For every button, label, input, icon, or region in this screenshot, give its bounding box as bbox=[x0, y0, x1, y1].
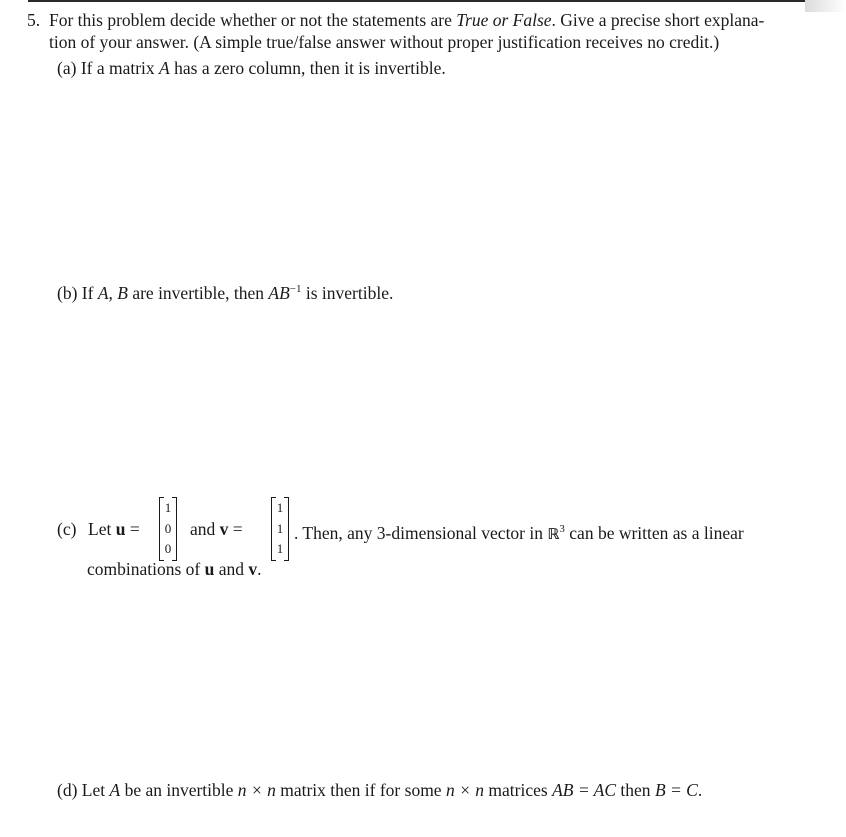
part-c-tail-text: can be written as a linear bbox=[564, 523, 744, 543]
problem-line-1 bbox=[27, 9, 817, 31]
intro-text-1: For this problem decide whether or not the statements are bbox=[49, 10, 457, 30]
part-a-var: A bbox=[159, 58, 170, 78]
part-c-v-symbol: v bbox=[219, 519, 229, 539]
part-c-then bbox=[294, 518, 744, 545]
part-c bbox=[57, 495, 817, 579]
vector-u-entry: 0 bbox=[164, 520, 172, 536]
part-c-line2-and: and bbox=[214, 559, 249, 579]
vector-v-entry: 1 bbox=[276, 500, 284, 515]
vector-v-entries bbox=[271, 498, 289, 560]
part-c-eq1: = bbox=[125, 519, 140, 539]
intro-text-2: . Give a precise short explana- bbox=[551, 10, 765, 30]
part-d bbox=[57, 779, 702, 801]
part-d-text-1: Let bbox=[81, 780, 110, 800]
part-d-equation: AB = AC bbox=[552, 780, 617, 800]
part-c-line2-v: v bbox=[248, 559, 258, 579]
part-c-eq2: = bbox=[228, 519, 243, 539]
vector-v-entry: 1 bbox=[276, 520, 284, 536]
part-b bbox=[57, 278, 393, 304]
problem-number: 5. bbox=[27, 10, 41, 30]
part-d-dims-2: n × n bbox=[445, 780, 485, 800]
part-a-text-1: If a matrix bbox=[80, 58, 160, 78]
reals-symbol: ℝ bbox=[547, 525, 560, 543]
part-c-then-text: . Then, any 3-dimensional vector in bbox=[294, 523, 548, 543]
part-c-and bbox=[190, 518, 243, 540]
part-b-label: (b) bbox=[57, 283, 78, 303]
problem-statement bbox=[27, 9, 817, 53]
top-rule bbox=[28, 0, 805, 2]
part-d-var: A bbox=[109, 780, 121, 800]
part-d-label: (d) bbox=[57, 780, 78, 800]
part-d-text-5: then bbox=[616, 780, 655, 800]
part-c-u-symbol: u bbox=[115, 519, 126, 539]
part-a-label: (a) bbox=[57, 58, 77, 78]
intro-true-or-false: True or False bbox=[456, 10, 552, 30]
part-b-text-3: is invertible. bbox=[301, 283, 394, 303]
part-b-exponent: −1 bbox=[289, 283, 302, 295]
reals-exponent: 3 bbox=[559, 523, 565, 535]
part-c-line-2 bbox=[87, 558, 262, 580]
part-d-end: . bbox=[697, 780, 703, 800]
part-a-text-2: has a zero column, then it is invertible. bbox=[169, 58, 446, 78]
part-c-line2-text: combinations of bbox=[87, 559, 205, 579]
part-c-label: (c) bbox=[57, 519, 77, 539]
vector-u-entry: 0 bbox=[164, 541, 172, 556]
part-b-vars: A, B bbox=[97, 283, 128, 303]
part-c-line2-end: . bbox=[257, 559, 262, 579]
part-d-text-2: be an invertible bbox=[120, 780, 238, 800]
part-d-conclusion: B = C bbox=[654, 780, 698, 800]
part-c-line2-u: u bbox=[204, 559, 215, 579]
part-a bbox=[57, 57, 446, 79]
part-b-text-1: If bbox=[81, 283, 98, 303]
vector-u-entries bbox=[159, 498, 177, 560]
part-d-text-4: matrices bbox=[484, 780, 553, 800]
part-c-let-text: Let bbox=[88, 519, 116, 539]
vector-u bbox=[159, 497, 177, 561]
part-d-dims-1: n × n bbox=[237, 780, 276, 800]
part-d-text-3: matrix then if for some bbox=[275, 780, 446, 800]
part-c-let bbox=[88, 518, 140, 540]
problem-line-2: tion of your answer. (A simple true/false answer without proper justification receives no credit.) bbox=[49, 32, 720, 52]
part-b-text-2: are invertible, then bbox=[127, 283, 269, 303]
vector-v bbox=[271, 497, 289, 561]
vector-u-entry: 1 bbox=[164, 500, 172, 515]
part-b-expr: AB bbox=[268, 283, 290, 303]
part-c-and-text: and bbox=[190, 519, 220, 539]
vector-v-entry: 1 bbox=[276, 541, 284, 556]
